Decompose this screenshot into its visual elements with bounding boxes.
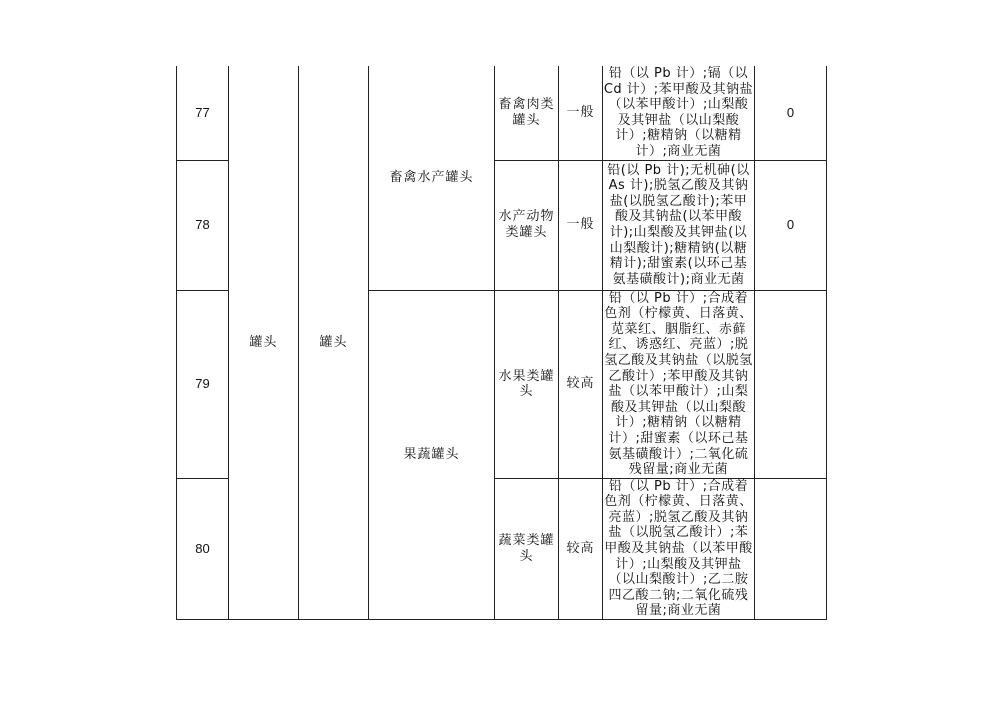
- category-level-4: 水果类罐头: [495, 290, 559, 478]
- test-items: 铅（以 Pb 计）;合成着色剂（柠檬黄、日落黄、亮蓝）;脱氢乙酸及其钠盐（以脱氢乙酸计）;苯甲酸及其钠盐（以苯甲酸计）;山梨酸及其钾盐（以山梨酸计）;乙二胺四乙酸二钠;二氧化硫残留量;商业无菌: [604, 478, 753, 619]
- test-items: 铅(以 Pb 计);无机砷(以 As 计);脱氢乙酸及其钠盐(以脱氢乙酸计);苯甲酸及其钠盐(以苯甲酸计);山梨酸及其钾盐(以山梨酸计);糖精钠(以糖精计);甜蜜素(以环己基氨基磺酸计);商业无菌: [603, 160, 755, 290]
- category-level-2: 罐头: [299, 66, 369, 620]
- sample-count: 0: [755, 66, 827, 160]
- table-row: [177, 66, 827, 160]
- row-number: 79: [177, 290, 229, 478]
- sample-count: 0: [755, 160, 827, 290]
- sample-count: [755, 290, 827, 478]
- risk-level: 较高: [559, 478, 603, 619]
- row-number: 78: [177, 160, 229, 290]
- category-level-4: 畜禽肉类罐头: [495, 66, 559, 160]
- category-level-4: 蔬菜类罐头: [495, 478, 559, 619]
- sampling-table: [176, 66, 827, 620]
- category-level-4: 水产动物类罐头: [495, 160, 559, 290]
- category-level-3: 果蔬罐头: [369, 290, 495, 619]
- sample-count: [755, 478, 827, 619]
- row-number: 80: [177, 478, 229, 619]
- risk-level: 较高: [559, 290, 603, 478]
- test-items: 铅（以 Pb 计）;合成着色剂（柠檬黄、日落黄、苋菜红、胭脂红、赤藓红、诱惑红、亮蓝）;脱氢乙酸及其钠盐（以脱氢乙酸计）;苯甲酸及其钠盐（以苯甲酸计）;山梨酸及其钾盐（以山梨酸计）;糖精钠（以糖精计）;甜蜜素（以环己基氨基磺酸计）;二氧化硫残留量;商业无菌: [604, 290, 753, 478]
- test-items: 铅（以 Pb 计）;镉（以 Cd 计）;苯甲酸及其钠盐（以苯甲酸计）;山梨酸及其钾盐（以山梨酸计）;糖精钠（以糖精计）;商业无菌: [603, 66, 754, 159]
- risk-level: 一般: [559, 160, 603, 290]
- category-level-1: 罐头: [229, 66, 299, 620]
- risk-level: 一般: [559, 66, 603, 160]
- category-level-3: 畜禽水产罐头: [369, 66, 495, 290]
- row-number: 77: [177, 66, 229, 160]
